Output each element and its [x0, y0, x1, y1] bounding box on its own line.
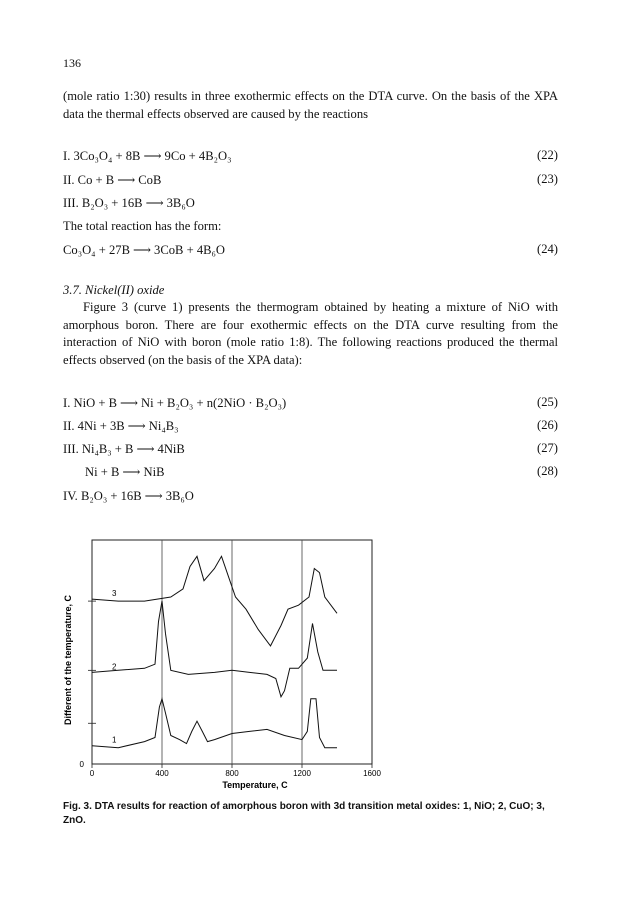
equation-27 — [63, 441, 558, 459]
equation-23 — [63, 172, 558, 190]
equation-lhs: II. Co + B — [63, 173, 115, 187]
dta-chart — [58, 530, 418, 792]
arrow-icon: ⟶ — [122, 465, 141, 479]
equation-number: (25) — [537, 395, 558, 409]
equation-ni-iv — [63, 488, 558, 506]
x-tick-label: 400 — [155, 769, 169, 778]
equation-25 — [63, 395, 558, 413]
equation-lhs: I. NiO + B — [63, 396, 117, 410]
equation-number: (26) — [537, 418, 558, 432]
equation-lhs: Co₃O₄ + 27B — [63, 243, 130, 257]
equation-rhs: Ni₄B₃ — [148, 419, 179, 433]
equation-rhs: 9Co + 4B₂O₃ — [164, 149, 232, 163]
equation-number: (24) — [537, 242, 558, 256]
equation-number: (28) — [537, 464, 558, 478]
nickel-paragraph: Figure 3 (curve 1) presents the thermogram obtained by heating a mixture of NiO with amorphous boron. There are four exothermic effects on the DTA curve resulting from the interaction of NiO with boron (mole ratio 1:8). The following reactions produced the thermal effects observed (on the basis of the XPA data): — [63, 300, 558, 367]
equation-rhs: 3B₆O — [165, 489, 194, 503]
dta-curve-2 — [92, 601, 337, 697]
intro-paragraph: (mole ratio 1:30) results in three exothermic effects on the DTA curve. On the basis of the XPA data the thermal effects observed are caused by the reactions — [63, 89, 558, 121]
arrow-icon: ⟶ — [117, 173, 136, 187]
equation-rhs: 4NiB — [157, 442, 185, 456]
equation-number: (23) — [537, 172, 558, 186]
curve-label-3: 3 — [112, 589, 117, 599]
curve-label-1: 1 — [112, 735, 117, 745]
equation-co-iii — [63, 195, 558, 213]
y-tick-label: 0 — [79, 760, 84, 769]
x-axis-label: Temperature, C — [222, 780, 288, 790]
arrow-icon: ⟶ — [119, 396, 139, 410]
equation-lhs: IV. B₂O₃ + 16B — [63, 489, 142, 503]
equation-rhs: 3CoB + 4B₆O — [154, 243, 226, 257]
dta-curve-3 — [92, 556, 337, 646]
figure-caption: Fig. 3. DTA results for reaction of amorphous boron with 3d transition metal oxides: 1, NiO; 2, CuO; 3, ZnO. — [63, 801, 545, 826]
y-axis-label: Different of the temperature, C — [63, 594, 73, 726]
equation-26 — [63, 418, 558, 436]
equation-rhs: Ni + B₂O₃ + n(2NiO · B₂O₃) — [141, 396, 287, 410]
equation-rhs: NiB — [143, 465, 165, 479]
section-heading: 3.7. Nickel(II) oxide — [63, 283, 165, 297]
arrow-icon: ⟶ — [145, 196, 164, 210]
equation-lhs: II. 4Ni + 3B — [63, 419, 125, 433]
equation-28 — [63, 464, 558, 482]
equation-lhs: I. 3Co₃O₄ + 8B — [63, 149, 141, 163]
equation-lhs: III. B₂O₃ + 16B — [63, 196, 143, 210]
page-number: 136 — [63, 56, 81, 70]
x-tick-label: 1200 — [293, 769, 311, 778]
arrow-icon: ⟶ — [136, 442, 155, 456]
arrow-icon: ⟶ — [143, 149, 162, 163]
x-tick-label: 0 — [89, 769, 95, 778]
arrow-icon: ⟶ — [127, 419, 146, 433]
curve-label-2: 2 — [112, 662, 117, 672]
equation-22 — [63, 148, 558, 166]
x-tick-label: 800 — [225, 769, 239, 778]
total-reaction-text: The total reaction has the form: — [63, 219, 222, 233]
arrow-icon: ⟶ — [132, 243, 152, 257]
equation-lhs: Ni + B — [85, 465, 120, 479]
dta-curve-1 — [92, 699, 337, 748]
equation-lhs: III. Ni₄B₃ + B — [63, 442, 134, 456]
equation-24 — [63, 242, 558, 260]
equation-rhs: 3B₆O — [166, 196, 195, 210]
equation-rhs: CoB — [138, 173, 162, 187]
equation-number: (27) — [537, 441, 558, 455]
x-tick-label: 1600 — [363, 769, 381, 778]
arrow-icon: ⟶ — [144, 489, 163, 503]
equation-number: (22) — [537, 148, 558, 162]
